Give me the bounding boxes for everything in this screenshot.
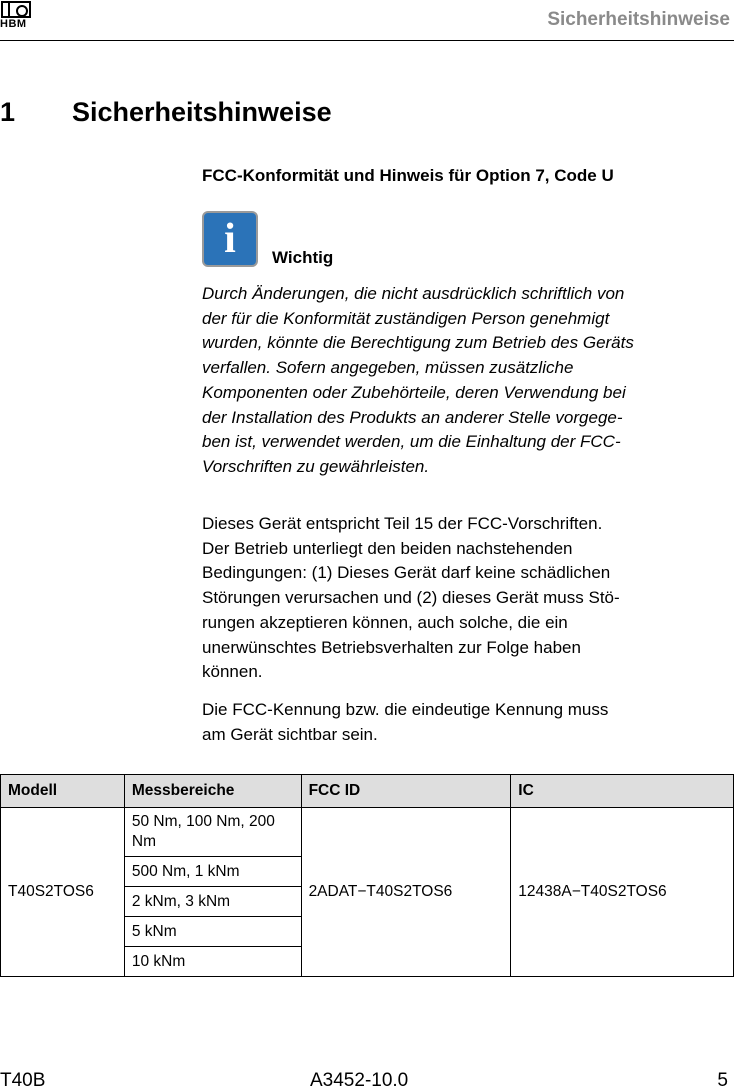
paragraph-line: rungen akzeptieren können, auch solche, die ein (202, 612, 568, 632)
hbm-logo (0, 0, 36, 32)
compliance-paragraph (202, 512, 734, 685)
paragraph-line: können. (202, 662, 263, 682)
range-cell: 5 kNm (124, 917, 301, 947)
running-header-title: Sicherheitshinweise (547, 9, 730, 30)
paragraph-line: unerwünschtes Betriebsverhalten zur Folge haben (202, 637, 581, 657)
paragraph-line: am Gerät sichtbar sein. (202, 724, 378, 744)
logo-arc-icon (3, 3, 31, 18)
notice-line: verfallen. Sofern angegeben, müssen zusätzliche (202, 358, 574, 378)
paragraph-line: Die FCC-Kennung bzw. die eindeutige Kennung muss (202, 700, 609, 719)
logo-text: HBM (0, 18, 27, 30)
footer-product: T40B (0, 1070, 46, 1091)
notice-line: der Installation des Produkts an anderer Stelle vorgege- (202, 407, 623, 427)
notice-text (202, 282, 734, 480)
column-header-ic: IC (511, 775, 734, 808)
range-cell: 500 Nm, 1 kNm (124, 857, 301, 887)
chapter-number: 1 (0, 97, 16, 127)
column-header-fcc-id: FCC ID (301, 775, 511, 808)
notice-line: der für die Konformität zuständigen Person genehmigt (202, 308, 610, 328)
notice-line: wurden, könnte die Berechtigung zum Betrieb des Geräts (202, 333, 634, 353)
table-row (1, 808, 734, 857)
table-header-row (1, 775, 734, 808)
range-cell: 50 Nm, 100 Nm, 200 Nm (124, 808, 301, 857)
range-cell: 2 kNm, 3 kNm (124, 887, 301, 917)
chapter-title: Sicherheitshinweise (72, 97, 332, 127)
paragraph-line: Bedingungen: (1) Dieses Gerät darf keine schädlichen (202, 563, 611, 583)
section-heading: FCC-Konformität und Hinweis für Option 7, Code U (202, 166, 614, 185)
fcc-id-cell: 2ADAT−T40S2TOS6 (301, 808, 511, 977)
identifier-paragraph (202, 698, 734, 747)
footer-document-number: A3452-10.0 (310, 1070, 409, 1091)
range-cell: 10 kNm (124, 947, 301, 977)
paragraph-line: Störungen verursachen und (2) dieses Gerät muss Stö- (202, 588, 620, 608)
paragraph-line: Der Betrieb unterliegt den beiden nachstehenden (202, 538, 573, 558)
ic-cell: 12438A−T40S2TOS6 (511, 808, 734, 977)
paragraph-line: Dieses Gerät entspricht Teil 15 der FCC-Vorschriften. (202, 514, 603, 533)
fcc-id-table (0, 774, 734, 977)
notice-line: Vorschriften zu gewährleisten. (202, 456, 430, 476)
logo-mark-icon (1, 1, 31, 18)
page-number: 5 (717, 1070, 728, 1091)
notice-line: Durch Änderungen, die nicht ausdrücklich schriftlich von (202, 284, 625, 303)
notice-line: Komponenten oder Zubehörteile, deren Verwendung bei (202, 382, 626, 402)
notice-label: Wichtig (272, 248, 334, 267)
header-divider (0, 40, 734, 41)
notice-line: ben ist, verwendet werden, um die Einhaltung der FCC- (202, 432, 621, 452)
model-cell: T40S2TOS6 (1, 808, 125, 977)
info-icon-glyph: i (224, 216, 236, 262)
column-header-model: Modell (1, 775, 125, 808)
column-header-ranges: Messbereiche (124, 775, 301, 808)
info-icon (202, 211, 258, 267)
